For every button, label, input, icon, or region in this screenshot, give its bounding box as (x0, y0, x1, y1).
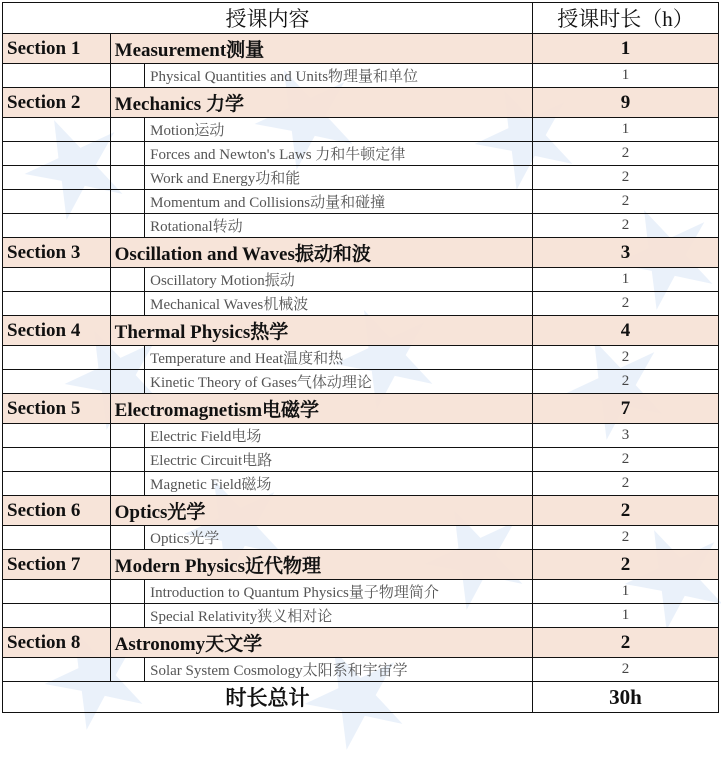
topic-hours: 2 (532, 346, 718, 370)
topic-blank-cell (3, 424, 111, 448)
topic-name: Mechanical Waves机械波 (145, 292, 533, 316)
topic-name: Rotational转动 (145, 214, 533, 238)
topic-row (3, 370, 719, 394)
topic-blank-cell (3, 190, 111, 214)
topic-hours: 2 (532, 370, 718, 394)
topic-indent-cell (110, 292, 144, 316)
topic-row (3, 424, 719, 448)
section-label: Section 1 (3, 34, 111, 64)
topic-row (3, 166, 719, 190)
section-label: Section 5 (3, 394, 111, 424)
topic-row (3, 448, 719, 472)
section-title: Mechanics 力学 (110, 88, 532, 118)
topic-hours: 2 (532, 658, 718, 682)
section-label: Section 7 (3, 550, 111, 580)
topic-name: Kinetic Theory of Gases气体动理论 (145, 370, 533, 394)
topic-blank-cell (3, 580, 111, 604)
topic-name: Optics光学 (145, 526, 533, 550)
topic-hours: 1 (532, 118, 718, 142)
topic-indent-cell (110, 118, 144, 142)
topic-indent-cell (110, 346, 144, 370)
topic-indent-cell (110, 658, 144, 682)
topic-row (3, 118, 719, 142)
topic-name: Introduction to Quantum Physics量子物理简介 (145, 580, 533, 604)
topic-name: Electric Circuit电路 (145, 448, 533, 472)
topic-hours: 2 (532, 166, 718, 190)
topic-indent-cell (110, 448, 144, 472)
topic-name: Solar System Cosmology太阳系和宇宙学 (145, 658, 533, 682)
topic-indent-cell (110, 526, 144, 550)
total-hours: 30h (532, 682, 718, 713)
section-title: Modern Physics近代物理 (110, 550, 532, 580)
section-label: Section 2 (3, 88, 111, 118)
topic-name: Oscillatory Motion振动 (145, 268, 533, 292)
topic-blank-cell (3, 346, 111, 370)
topic-indent-cell (110, 142, 144, 166)
section-hours: 4 (532, 316, 718, 346)
topic-hours: 2 (532, 214, 718, 238)
topic-hours: 2 (532, 190, 718, 214)
section-title: Oscillation and Waves振动和波 (110, 238, 532, 268)
topic-hours: 1 (532, 580, 718, 604)
section-row (3, 238, 719, 268)
topic-blank-cell (3, 142, 111, 166)
topic-row (3, 292, 719, 316)
topic-hours: 2 (532, 472, 718, 496)
course-schedule-table (2, 2, 719, 713)
section-hours: 2 (532, 550, 718, 580)
topic-indent-cell (110, 214, 144, 238)
section-title: Electromagnetism电磁学 (110, 394, 532, 424)
topic-name: Motion运动 (145, 118, 533, 142)
section-title: Thermal Physics热学 (110, 316, 532, 346)
topic-blank-cell (3, 214, 111, 238)
section-label: Section 6 (3, 496, 111, 526)
topic-hours: 2 (532, 448, 718, 472)
topic-blank-cell (3, 658, 111, 682)
topic-hours: 2 (532, 292, 718, 316)
section-row (3, 34, 719, 64)
section-hours: 2 (532, 628, 718, 658)
topic-indent-cell (110, 580, 144, 604)
topic-row (3, 346, 719, 370)
section-row (3, 496, 719, 526)
section-hours: 1 (532, 34, 718, 64)
topic-blank-cell (3, 118, 111, 142)
topic-row (3, 580, 719, 604)
section-row (3, 394, 719, 424)
section-label: Section 3 (3, 238, 111, 268)
topic-blank-cell (3, 604, 111, 628)
topic-name: Special Relativity狭义相对论 (145, 604, 533, 628)
section-title: Astronomy天文学 (110, 628, 532, 658)
topic-row (3, 268, 719, 292)
section-hours: 7 (532, 394, 718, 424)
topic-row (3, 142, 719, 166)
total-label: 时长总计 (3, 682, 533, 713)
topic-name: Forces and Newton's Laws 力和牛顿定律 (145, 142, 533, 166)
topic-row (3, 64, 719, 88)
section-hours: 2 (532, 496, 718, 526)
topic-blank-cell (3, 64, 111, 88)
topic-name: Momentum and Collisions动量和碰撞 (145, 190, 533, 214)
topic-name: Magnetic Field磁场 (145, 472, 533, 496)
topic-name: Physical Quantities and Units物理量和单位 (145, 64, 533, 88)
topic-row (3, 214, 719, 238)
topic-blank-cell (3, 292, 111, 316)
topic-blank-cell (3, 268, 111, 292)
topic-indent-cell (110, 370, 144, 394)
section-title: Measurement测量 (110, 34, 532, 64)
topic-name: Temperature and Heat温度和热 (145, 346, 533, 370)
topic-indent-cell (110, 64, 144, 88)
topic-blank-cell (3, 526, 111, 550)
topic-indent-cell (110, 424, 144, 448)
topic-hours: 2 (532, 526, 718, 550)
topic-hours: 1 (532, 268, 718, 292)
section-hours: 9 (532, 88, 718, 118)
section-row (3, 550, 719, 580)
topic-blank-cell (3, 166, 111, 190)
topic-indent-cell (110, 190, 144, 214)
topic-hours: 1 (532, 64, 718, 88)
topic-indent-cell (110, 472, 144, 496)
header-content: 授课内容 (3, 3, 533, 34)
topic-indent-cell (110, 604, 144, 628)
topic-row (3, 526, 719, 550)
section-label: Section 4 (3, 316, 111, 346)
topic-hours: 2 (532, 142, 718, 166)
section-label: Section 8 (3, 628, 111, 658)
topic-row (3, 658, 719, 682)
header-hours: 授课时长（h） (532, 3, 718, 34)
topic-hours: 1 (532, 604, 718, 628)
topic-row (3, 604, 719, 628)
topic-blank-cell (3, 370, 111, 394)
total-row (3, 682, 719, 713)
topic-hours: 3 (532, 424, 718, 448)
topic-blank-cell (3, 448, 111, 472)
table-header-row (3, 3, 719, 34)
topic-indent-cell (110, 268, 144, 292)
topic-blank-cell (3, 472, 111, 496)
section-row (3, 628, 719, 658)
section-row (3, 316, 719, 346)
topic-row (3, 190, 719, 214)
section-hours: 3 (532, 238, 718, 268)
topic-row (3, 472, 719, 496)
topic-name: Electric Field电场 (145, 424, 533, 448)
topic-name: Work and Energy功和能 (145, 166, 533, 190)
section-title: Optics光学 (110, 496, 532, 526)
section-row (3, 88, 719, 118)
topic-indent-cell (110, 166, 144, 190)
